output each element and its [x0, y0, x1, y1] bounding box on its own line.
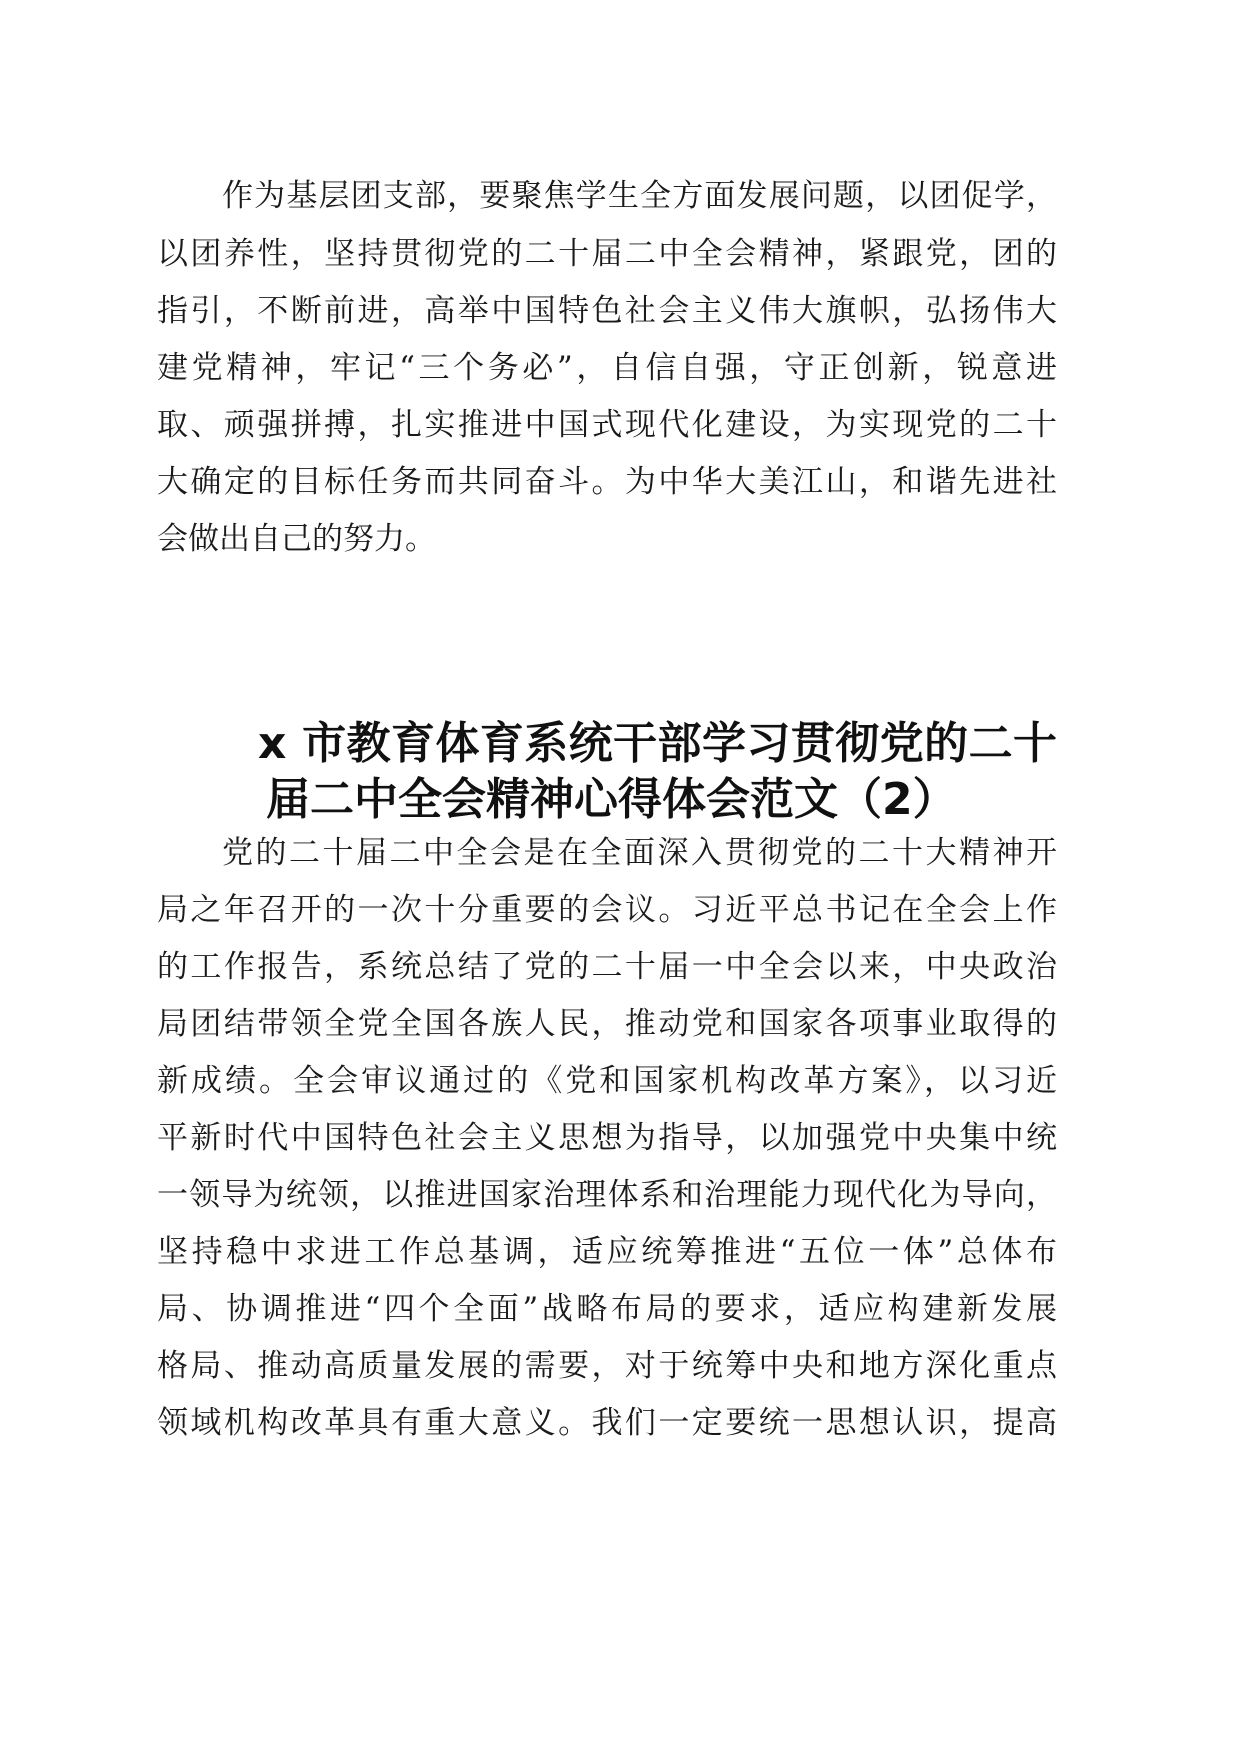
paragraph-line: 一领导为统领，以推进国家治理体系和治理能力现代化为导向， [157, 1177, 1057, 1213]
paragraph-line: 局团结带领全党全国各族人民，推动党和国家各项事业取得的 [157, 1006, 1057, 1042]
paragraph-line: 党的二十届二中全会是在全面深入贯彻党的二十大精神开 [222, 835, 1057, 871]
paragraph-line: 指引，不断前进，高举中国特色社会主义伟大旗帜，弘扬伟大 [157, 293, 1057, 329]
paragraph-line: 平新时代中国特色社会主义思想为指导，以加强党中央集中统 [157, 1120, 1057, 1156]
paragraph-line: 局之年召开的一次十分重要的会议。习近平总书记在全会上作 [157, 892, 1057, 928]
paragraph-line: 新成绩。全会审议通过的《党和国家机构改革方案》，以习近 [157, 1063, 1057, 1099]
heading-line-2: 届二中全会精神心得体会范文（2） [266, 774, 957, 825]
paragraph-line: 会做出自己的努力。 [157, 521, 436, 557]
paragraph-line: 领域机构改革具有重大意义。我们一定要统一思想认识，提高 [157, 1405, 1057, 1441]
paragraph-line: 作为基层团支部，要聚焦学生全方面发展问题，以团促学， [222, 178, 1057, 214]
paragraph-line: 的工作报告，系统总结了党的二十届一中全会以来，中央政治 [157, 949, 1057, 985]
paragraph-line: 坚持稳中求进工作总基调，适应统筹推进“五位一体”总体布 [157, 1234, 1057, 1270]
paragraph-line: 建党精神，牢记“三个务必”，自信自强，守正创新，锐意进 [157, 350, 1057, 386]
heading-line-1: x 市教育体育系统干部学习贯彻党的二十 [258, 718, 1057, 769]
paragraph-line: 以团养性，坚持贯彻党的二十届二中全会精神，紧跟党，团的 [157, 236, 1057, 272]
paragraph-line: 取、顽强拼搏，扎实推进中国式现代化建设，为实现党的二十 [157, 407, 1057, 443]
paragraph-line: 大确定的目标任务而共同奋斗。为中华大美江山，和谐先进社 [157, 464, 1057, 500]
paragraph-line: 格局、推动高质量发展的需要，对于统筹中央和地方深化重点 [157, 1348, 1057, 1384]
paragraph-line: 局、协调推进“四个全面”战略布局的要求，适应构建新发展 [157, 1291, 1057, 1327]
